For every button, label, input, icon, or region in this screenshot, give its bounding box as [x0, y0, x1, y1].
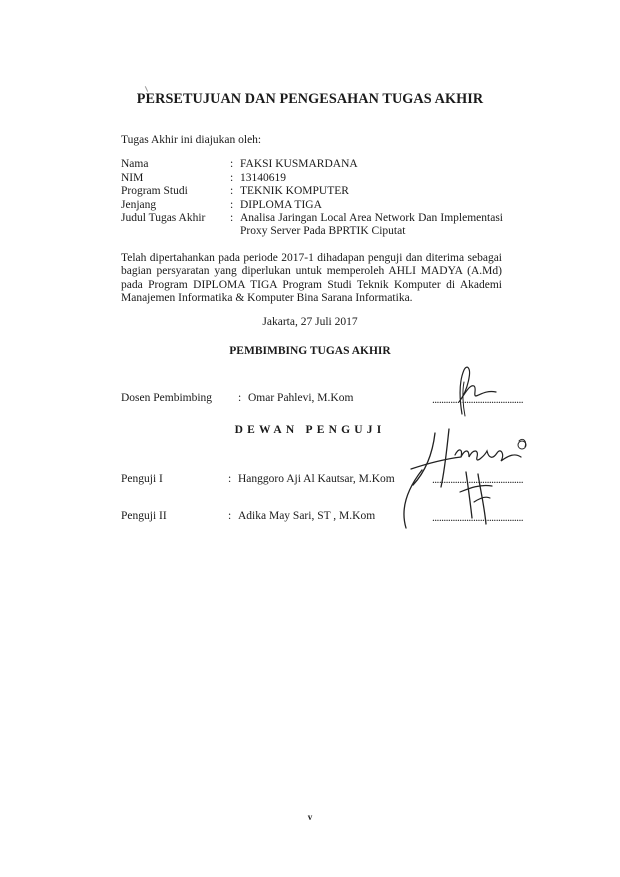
field-value-program-studi: TEKNIK KOMPUTER [240, 185, 349, 197]
intro-text: Tugas Akhir ini diajukan oleh: [121, 134, 262, 146]
statement-paragraph: Telah dipertahankan pada periode 2017-1 dihadapan penguji dan diterima sebagai bagian persyaratan yang diperlukan untuk memperoleh AHLI MADYA (A.Md) pada Program DIPLOMA TIGA Program Studi Teknik Komputer di Akademi Manajemen Informatika & Komputer Bina Sarana Informatika. [121, 252, 502, 305]
field-value-nama: FAKSI KUSMARDANA [240, 158, 358, 170]
page-number: v [307, 812, 313, 822]
field-value-judul-line2: Proxy Server Pada BPRTIK Ciputat [240, 225, 406, 237]
field-value-judul: Analisa Jaringan Local Area Network Dan Implementasi [240, 212, 503, 224]
page-title: PERSETUJUAN DAN PENGESAHAN TUGAS AKHIR [136, 91, 484, 107]
dosen-pembimbing-name: Omar Pahlevi, M.Kom [248, 392, 354, 404]
signature-line-penguji-2: ........................................ [432, 512, 524, 524]
field-colon: : [230, 172, 234, 184]
penguji-heading: DEWAN PENGUJI [234, 424, 386, 436]
field-colon: : [238, 392, 242, 404]
field-label-program-studi: Program Studi [121, 185, 188, 197]
field-label-nim: NIM [121, 172, 144, 184]
field-value-nim: 13140619 [240, 172, 286, 184]
field-label-jenjang: Jenjang [121, 199, 157, 211]
field-colon: : [230, 158, 234, 170]
signature-pembimbing [440, 362, 510, 418]
field-colon: : [230, 199, 234, 211]
field-colon: : [230, 212, 234, 224]
field-colon: : [228, 510, 232, 522]
penguji-2-name: Adika May Sari, ST , M.Kom [238, 510, 376, 522]
signature-line-pembimbing: ........................................ [432, 394, 524, 406]
field-colon: : [230, 185, 234, 197]
pembimbing-heading: PEMBIMBING TUGAS AKHIR [229, 345, 391, 357]
dosen-pembimbing-label: Dosen Pembimbing [121, 392, 213, 404]
signature-penguji-2 [400, 462, 515, 534]
field-value-jenjang: DIPLOMA TIGA [240, 199, 322, 211]
field-label-judul: Judul Tugas Akhir [121, 212, 206, 224]
penguji-1-name: Hanggoro Aji Al Kautsar, M.Kom [238, 473, 395, 485]
penguji-2-label: Penguji II [121, 510, 167, 522]
field-colon: : [228, 473, 232, 485]
signature-line-penguji-1: ........................................ [432, 474, 524, 486]
penguji-1-label: Penguji I [121, 473, 163, 485]
field-label-nama: Nama [121, 158, 149, 170]
place-date: Jakarta, 27 Juli 2017 [262, 316, 358, 328]
